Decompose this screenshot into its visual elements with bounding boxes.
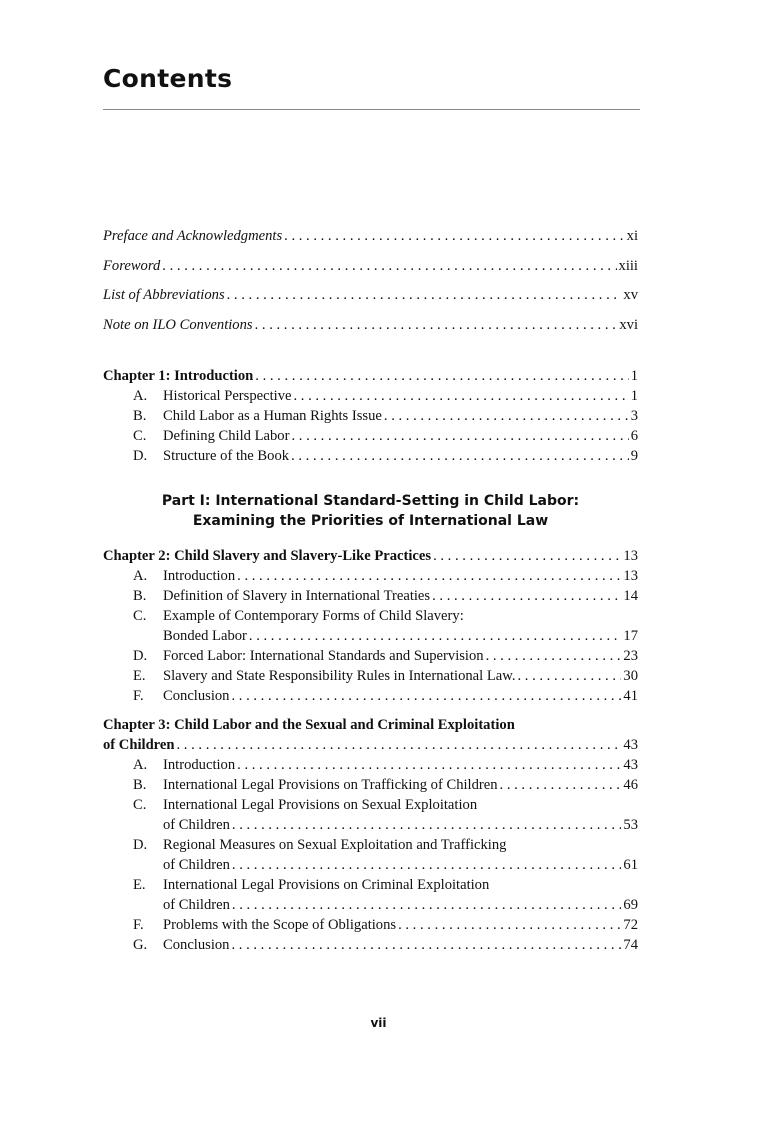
entry-page: xv bbox=[623, 287, 638, 303]
entry-title: List of Abbreviations bbox=[103, 287, 225, 303]
section-letter: D. bbox=[133, 448, 148, 464]
section-letter: B. bbox=[133, 588, 147, 604]
toc-entry[interactable] bbox=[103, 666, 638, 686]
dot-leader bbox=[500, 775, 622, 795]
entry-page: 13 bbox=[623, 568, 638, 584]
page-title: Contents bbox=[103, 64, 233, 93]
dot-leader bbox=[232, 815, 622, 835]
dot-leader bbox=[517, 666, 621, 686]
dot-leader bbox=[232, 855, 622, 875]
dot-leader bbox=[162, 252, 616, 282]
section-letter: A. bbox=[133, 757, 148, 773]
section-letter: A. bbox=[133, 568, 148, 584]
entry-title: Chapter 1: Introduction bbox=[103, 368, 254, 384]
entry-page: 1 bbox=[630, 388, 638, 404]
entry-page: xiii bbox=[618, 257, 638, 274]
entry-page: 41 bbox=[623, 688, 638, 704]
toc-entry[interactable] bbox=[103, 855, 638, 875]
part-heading bbox=[103, 492, 638, 531]
toc-entry[interactable] bbox=[103, 586, 638, 606]
entry-page: 3 bbox=[630, 408, 638, 424]
entry-title: Slavery and State Responsibility Rules in International Law. bbox=[163, 668, 516, 684]
section-line bbox=[103, 835, 638, 855]
entry-title: Problems with the Scope of Obligations bbox=[163, 917, 397, 933]
entry-page: xvi bbox=[619, 316, 638, 333]
toc-entry[interactable] bbox=[103, 626, 638, 646]
toc-entry[interactable] bbox=[103, 755, 638, 775]
entry-title: International Legal Provisions on Sexual Exploitation bbox=[163, 797, 478, 813]
entry-title: Bonded Labor bbox=[163, 628, 247, 644]
section-letter: D. bbox=[133, 648, 148, 664]
toc-entry[interactable] bbox=[103, 426, 638, 446]
section-letter: G. bbox=[133, 937, 148, 953]
toc-entry[interactable] bbox=[103, 935, 638, 955]
chapter-title-line: Chapter 3: Child Labor and the Sexual and Criminal Exploitation bbox=[103, 717, 515, 733]
entry-title: Regional Measures on Sexual Exploitation and Trafficking bbox=[163, 837, 507, 853]
entry-title: Example of Contemporary Forms of Child Slavery: bbox=[163, 608, 464, 624]
dot-leader bbox=[432, 586, 621, 606]
entry-page: 17 bbox=[623, 628, 638, 644]
section-letter: F. bbox=[133, 917, 144, 933]
entry-title: of Children bbox=[103, 737, 175, 753]
entry-page: 43 bbox=[623, 757, 638, 773]
toc-entry[interactable] bbox=[103, 686, 638, 706]
title-rule bbox=[103, 109, 640, 110]
dot-leader bbox=[291, 426, 628, 446]
toc-entry[interactable] bbox=[103, 735, 638, 755]
entry-title: Note on ILO Conventions bbox=[103, 316, 253, 333]
entry-title: Conclusion bbox=[163, 937, 230, 953]
entry-title: of Children bbox=[163, 857, 230, 873]
toc-entry[interactable] bbox=[103, 222, 638, 252]
section-letter: C. bbox=[133, 797, 147, 813]
entry-page: 1 bbox=[630, 368, 638, 384]
toc-entry[interactable] bbox=[103, 252, 638, 282]
dot-leader bbox=[291, 446, 629, 466]
part-heading-line-2: Examining the Priorities of International Law bbox=[192, 512, 549, 529]
section-letter: E. bbox=[133, 668, 146, 684]
entry-title: Conclusion bbox=[163, 688, 230, 704]
entry-title: of Children bbox=[163, 897, 230, 913]
chapter-2-block bbox=[103, 546, 638, 706]
entry-page: 61 bbox=[623, 857, 638, 873]
section-letter: C. bbox=[133, 608, 147, 624]
section-letter: E. bbox=[133, 877, 146, 893]
dot-leader bbox=[177, 735, 622, 755]
entry-title: Definition of Slavery in International Treaties bbox=[163, 588, 431, 604]
entry-title: Introduction bbox=[163, 757, 236, 773]
dot-leader bbox=[237, 566, 621, 586]
entry-page: 72 bbox=[623, 917, 638, 933]
toc-entry[interactable] bbox=[103, 566, 638, 586]
toc-entry[interactable] bbox=[103, 386, 638, 406]
entry-page: 6 bbox=[630, 428, 638, 444]
toc-entry[interactable] bbox=[103, 815, 638, 835]
section-letter: C. bbox=[133, 428, 147, 444]
entry-title: Foreword bbox=[103, 257, 161, 274]
front-matter-list bbox=[103, 222, 638, 340]
dot-leader bbox=[255, 366, 628, 386]
section-letter: F. bbox=[133, 688, 144, 704]
dot-leader bbox=[237, 755, 621, 775]
dot-leader bbox=[232, 895, 622, 915]
toc-entry[interactable] bbox=[103, 311, 638, 341]
entry-page: 46 bbox=[623, 777, 638, 793]
entry-title: Defining Child Labor bbox=[163, 428, 290, 444]
toc-entry[interactable] bbox=[103, 406, 638, 426]
toc-entry[interactable] bbox=[103, 546, 638, 566]
entry-title: Chapter 2: Child Slavery and Slavery-Like Practices bbox=[103, 548, 432, 564]
section-letter: B. bbox=[133, 777, 147, 793]
dot-leader bbox=[231, 686, 621, 706]
dot-leader bbox=[486, 646, 622, 666]
entry-page: 9 bbox=[630, 448, 638, 464]
dot-leader bbox=[293, 386, 628, 406]
dot-leader bbox=[227, 281, 622, 311]
entry-page: xi bbox=[626, 228, 638, 244]
dot-leader bbox=[398, 915, 621, 935]
section-line bbox=[103, 875, 638, 895]
dot-leader bbox=[433, 546, 621, 566]
entry-title: International Legal Provisions on Criminal Exploitation bbox=[163, 877, 490, 893]
toc-entry[interactable] bbox=[103, 446, 638, 466]
section-letter: B. bbox=[133, 408, 147, 424]
part-heading-line-1: Part I: International Standard-Setting in Child Labor: bbox=[161, 493, 580, 509]
entry-title: International Legal Provisions on Trafficking of Children bbox=[163, 777, 498, 793]
toc-entry[interactable] bbox=[103, 281, 638, 311]
entry-title: Historical Perspective bbox=[163, 388, 292, 404]
entry-page: 69 bbox=[623, 897, 638, 913]
entry-page: 43 bbox=[623, 737, 638, 753]
entry-page: 13 bbox=[623, 548, 638, 564]
entry-title: Preface and Acknowledgments bbox=[103, 228, 283, 244]
entry-page: 14 bbox=[623, 588, 638, 604]
toc-entry[interactable] bbox=[103, 646, 638, 666]
chapter-3-block bbox=[103, 715, 638, 955]
entry-page: 53 bbox=[623, 817, 638, 833]
toc-entry[interactable] bbox=[103, 915, 638, 935]
toc-entry[interactable] bbox=[103, 775, 638, 795]
section-letter: A. bbox=[133, 388, 148, 404]
dot-leader bbox=[231, 935, 621, 955]
entry-title: of Children bbox=[163, 817, 230, 833]
entry-page: 30 bbox=[623, 668, 638, 684]
dot-leader bbox=[384, 406, 629, 426]
toc-entry[interactable] bbox=[103, 366, 638, 386]
page-number: vii bbox=[370, 1016, 387, 1030]
chapter-1-block bbox=[103, 366, 638, 466]
section-line bbox=[103, 795, 638, 815]
entry-title: Child Labor as a Human Rights Issue bbox=[163, 408, 382, 424]
section-letter: D. bbox=[133, 837, 148, 853]
dot-leader bbox=[284, 222, 625, 252]
dot-leader bbox=[249, 626, 622, 646]
entry-title: Structure of the Book bbox=[163, 448, 290, 464]
toc-entry[interactable] bbox=[103, 895, 638, 915]
dot-leader bbox=[255, 311, 618, 341]
entry-page: 74 bbox=[623, 937, 638, 953]
entry-page: 23 bbox=[623, 648, 638, 664]
entry-title: Introduction bbox=[163, 568, 236, 584]
section-line bbox=[103, 606, 638, 626]
entry-title: Forced Labor: International Standards and Supervision bbox=[163, 648, 484, 664]
